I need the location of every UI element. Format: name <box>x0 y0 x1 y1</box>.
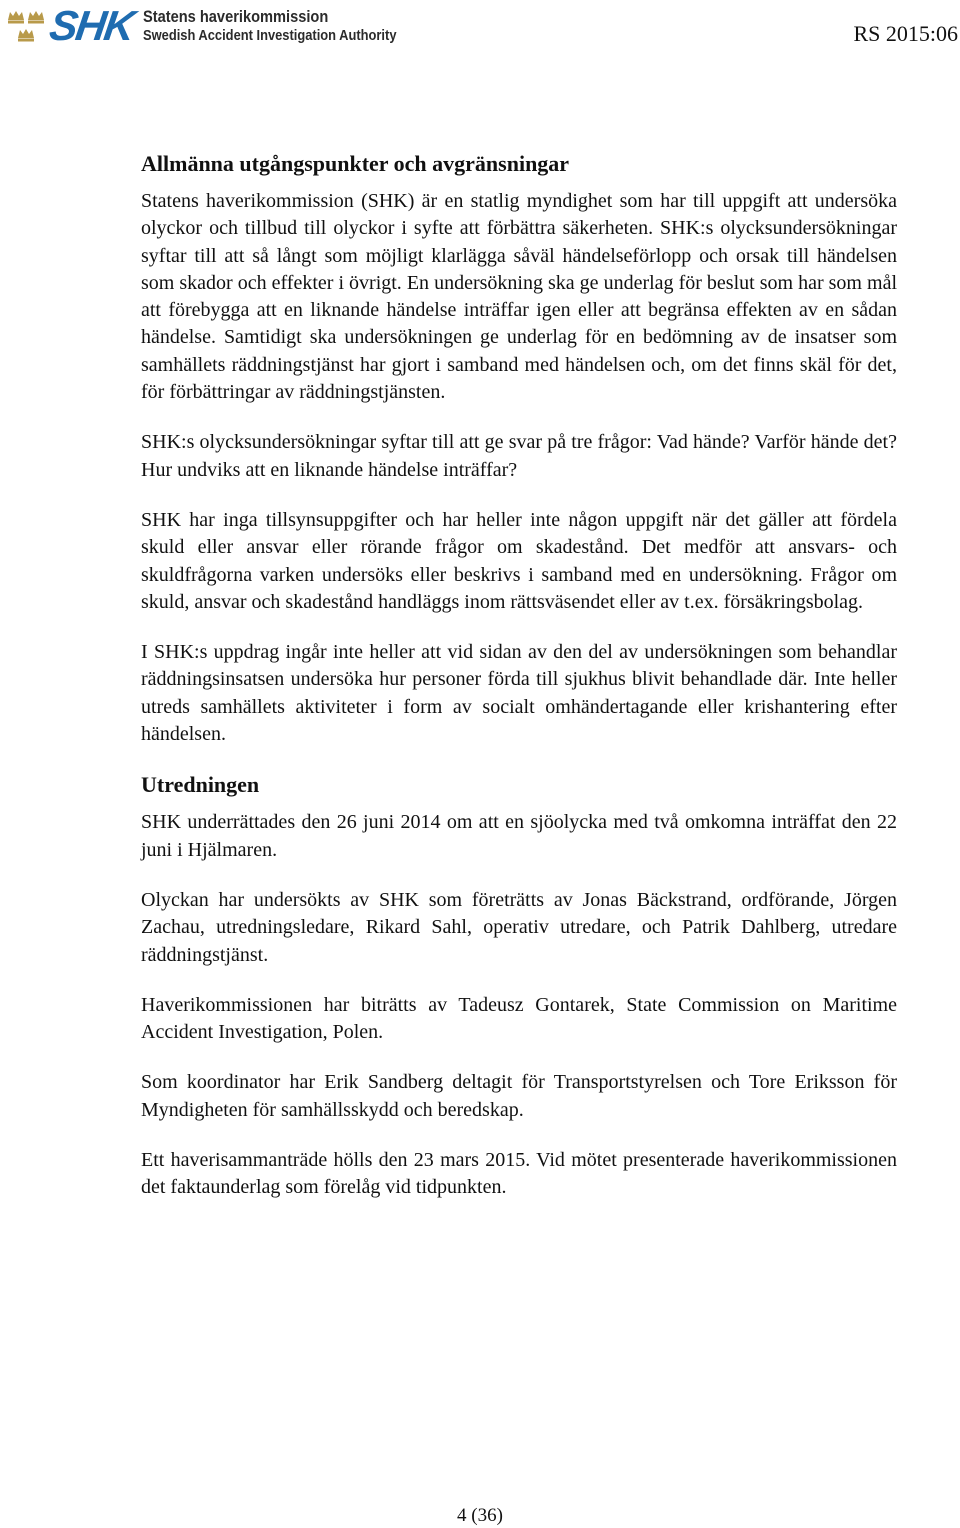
page-header <box>0 0 960 60</box>
org-name-sv: Statens haverikommission <box>142 7 328 26</box>
paragraph: Olyckan har undersökts av SHK som företrätts av Jonas Bäckstrand, ordförande, Jörgen Zachau, utredningsledare, Rikard Sahl, operativ utredare, och Patrik Dahlberg, utredare räddningstjänst. <box>141 888 897 966</box>
paragraph: Som koordinator har Erik Sandberg deltagit för Transportstyrelsen och Tore Eriksson för Myndigheten för samhällsskydd och beredskap. <box>141 1071 897 1121</box>
shk-logo <box>6 2 437 49</box>
paragraph: I SHK:s uppdrag ingår inte heller att vid sidan av den del av undersökningen som behandlar räddningsinsatsen undersöka hur personer förda till sjukhus blivit behandlade där. Inte heller utreds samhällets aktiviteter i form av socialt omhändertagande eller krishantering efter händelsen. <box>141 641 897 746</box>
shk-wordmark: SHK <box>46 2 137 49</box>
page-number: 4 (36) <box>457 1505 503 1526</box>
section-heading-general: Allmänna utgångspunkter och avgränsningar <box>141 151 570 176</box>
section-heading-investigation: Utredningen <box>141 772 260 798</box>
org-name-en: Swedish Accident Investigation Authority <box>142 27 397 44</box>
paragraph: SHK underrättades den 26 juni 2014 om att en sjöolycka med två omkomna inträffat den 22 juni i Hjälmaren. <box>141 811 897 861</box>
org-name-block <box>143 7 396 45</box>
paragraph: Haverikommissionen har biträtts av Tadeusz Gontarek, State Commission on Maritime Accident Investigation, Polen. <box>141 993 897 1044</box>
document-body <box>141 150 897 1225</box>
paragraph: SHK har inga tillsynsuppgifter och har heller inte någon uppgift när det gäller att fördela skuld eller ansvar eller rörande frågor om skadestånd. Det medför att ansvars- och skuldfrågorna varken undersöks eller beskrivs i samband med en undersökning. Frågor om skuld, ansvar och skadestånd handläggs inom rättsväsendet eller av t.ex. försäkringsbolag. <box>141 508 897 613</box>
paragraph: Statens haverikommission (SHK) är en statlig myndighet som har till uppgift att undersöka olyckor och tillbud till olyckor i syfte att förbättra säkerheten. SHK:s olycksundersökningar syftar till att så långt som möjligt klarlägga såväl händelseförlopp och orsak till händelsen som skador och effekter i övrigt. En undersökning ska ge underlag för beslut som har som mål att förebygga att en liknande händelse inträffar igen eller att begränsa effekten av en sådan händelse. Samtidigt ska undersökningen ge underlag för en bedömning av de insatser som samhällets räddningstjänst har gjort i samband med händelsen och, om det finns skäl för det, för förbättringar av räddningstjänsten. <box>141 190 897 404</box>
report-id: RS 2015:06 <box>853 21 958 46</box>
three-crowns-icon <box>6 6 46 46</box>
paragraph: SHK:s olycksundersökningar syftar till att ge svar på tre frågor: Vad hände? Varför hände det? Hur undviks att en liknande händelse inträffar? <box>141 431 897 481</box>
paragraph: Ett haverisammanträde hölls den 23 mars 2015. Vid mötet presenterade haverikommissionen det faktaunderlag som förelåg vid tidpunkten. <box>141 1149 897 1199</box>
